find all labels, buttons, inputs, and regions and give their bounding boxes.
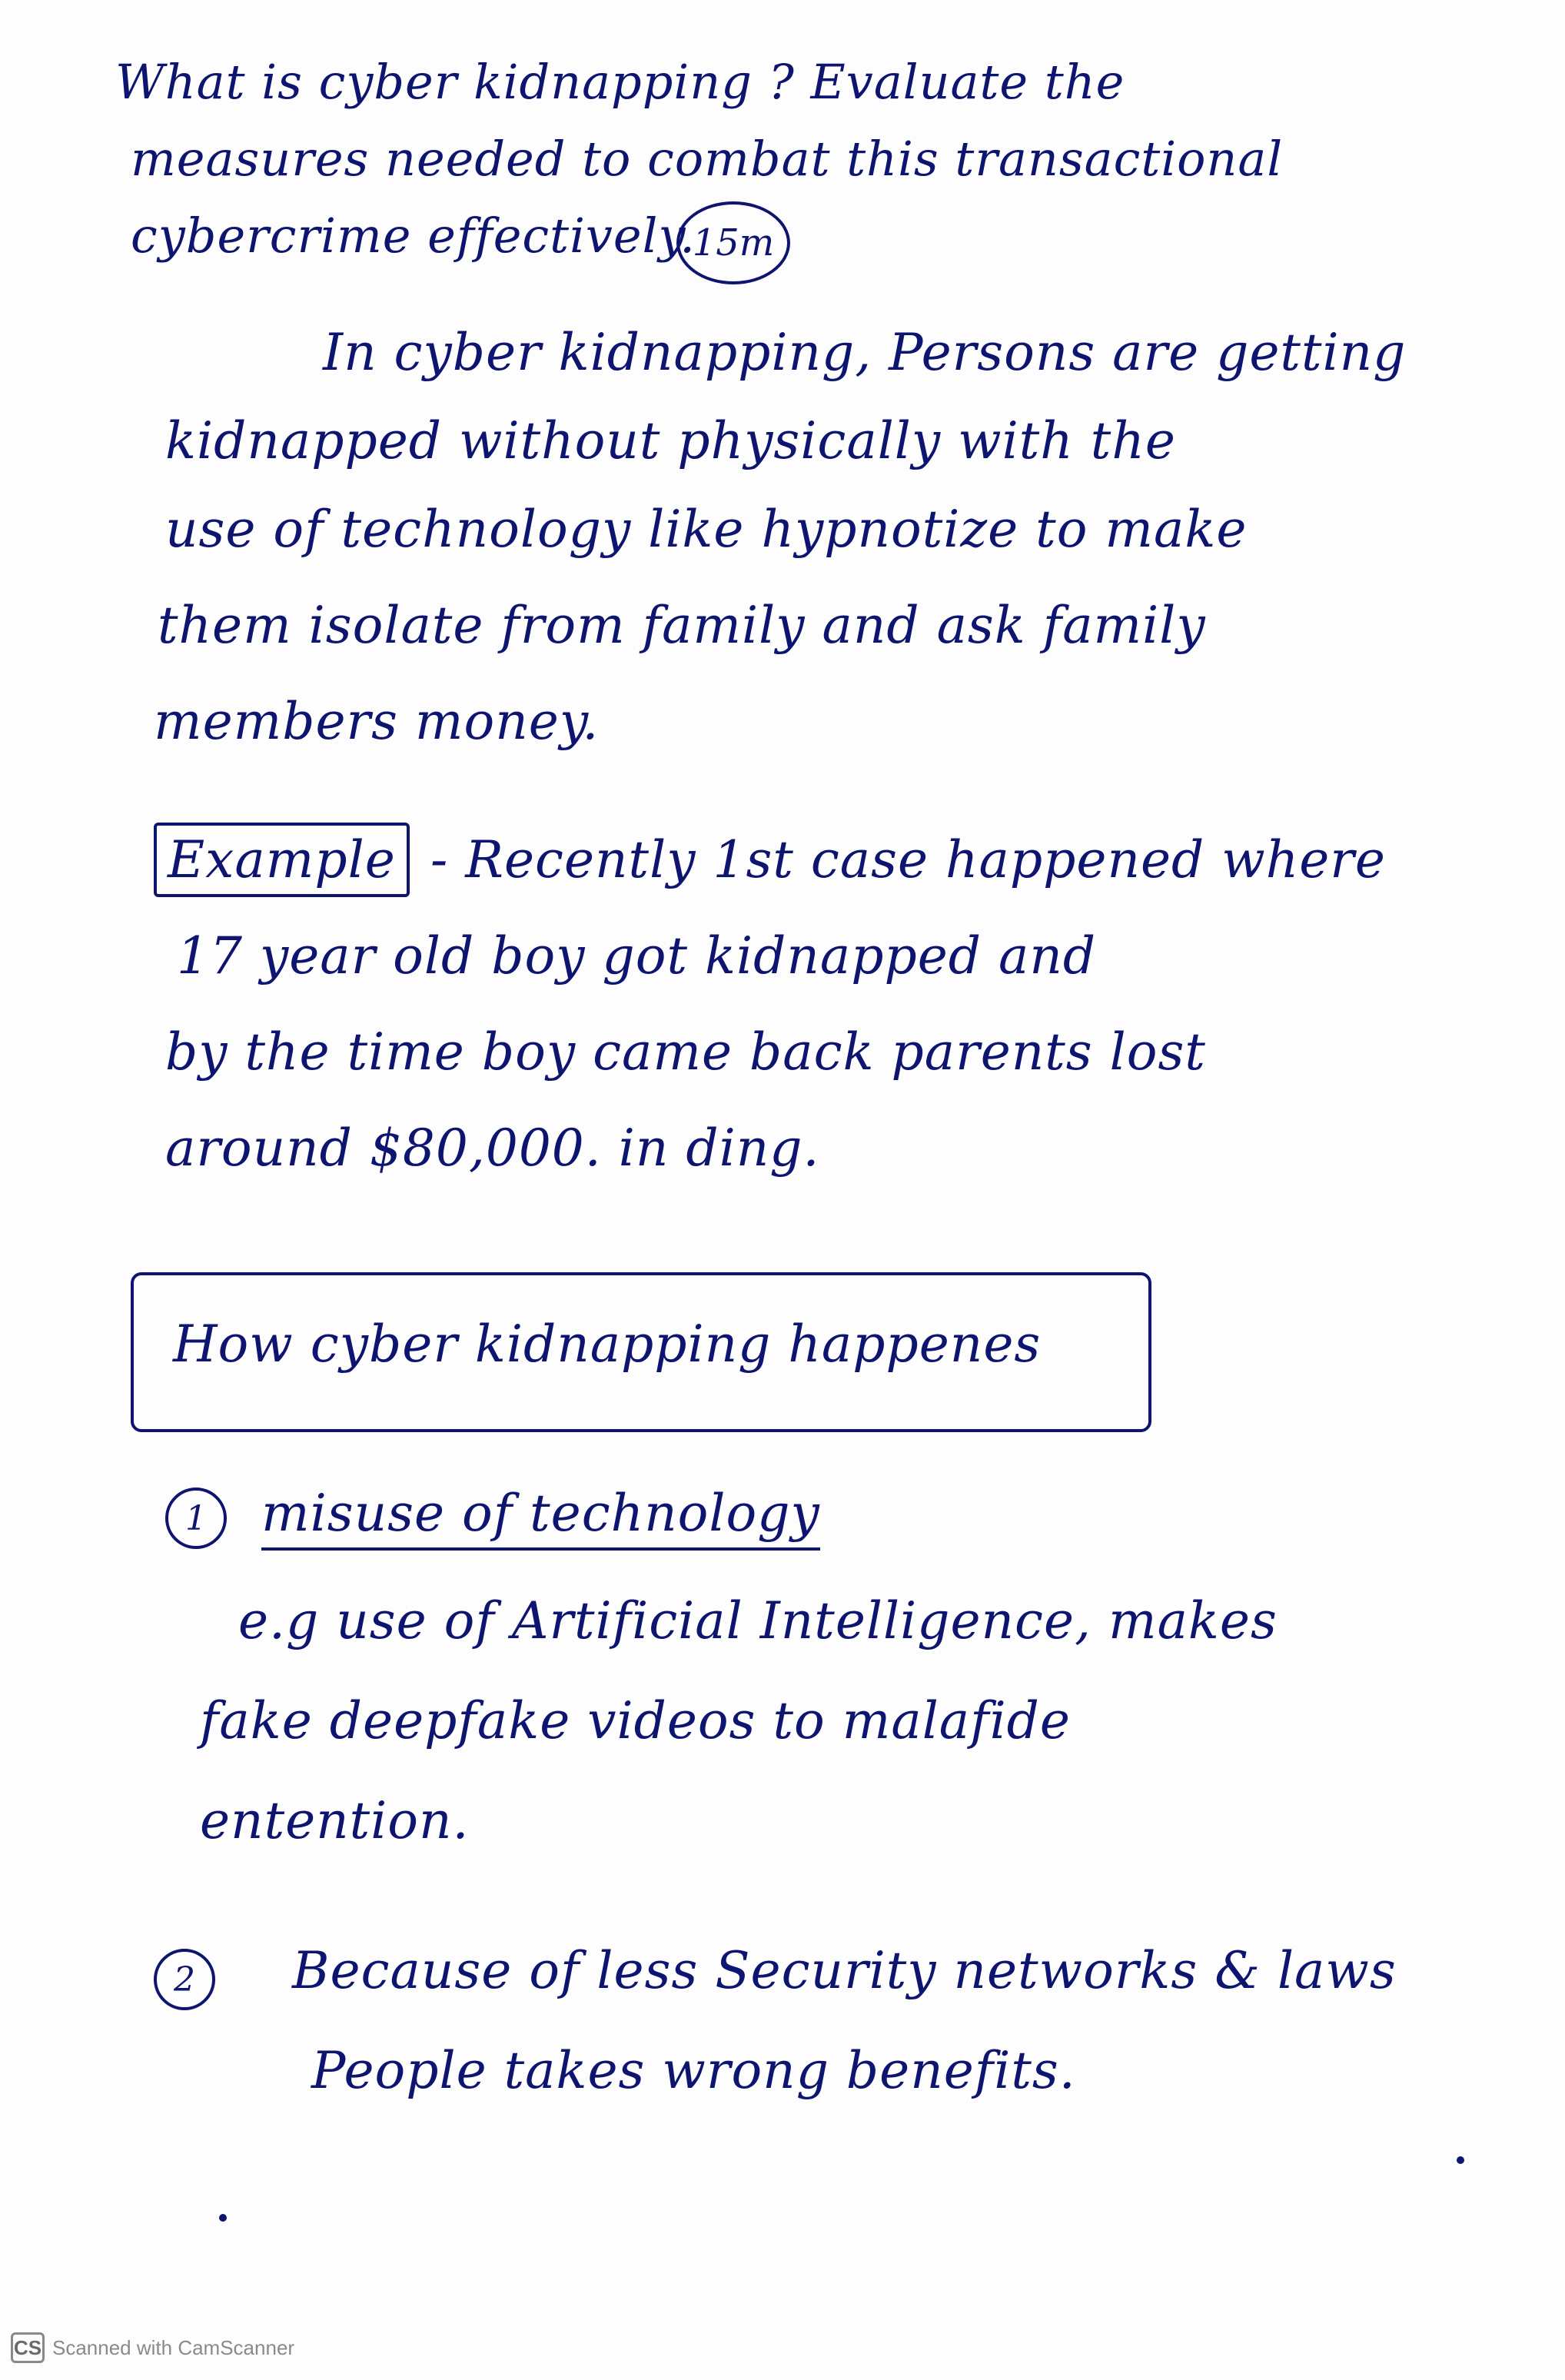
intro-line-5: members money. [154,692,600,751]
point-1-line-2: e.g use of Artificial Intelligence, makes [238,1591,1278,1650]
intro-line-4: them isolate from family and ask family [158,596,1206,655]
example-label: Example [154,823,410,897]
point-2-number: 2 [154,1949,215,2010]
intro-line-2: kidnapped without physically with the [165,411,1176,470]
question-line-1: What is cyber kidnapping ? Evaluate the [115,54,1125,110]
point-2-line-1: Because of less Security networks & laws [292,1941,1397,2000]
camscanner-logo: CS [11,2332,45,2363]
point-1-title: misuse of technology [261,1484,820,1551]
ink-dot [219,2214,227,2222]
example-line-4: around $80,000. in ding. [165,1119,820,1178]
ink-dot [1457,2156,1464,2164]
intro-line-3: use of technology like hypnotize to make [165,500,1248,559]
point-1-line-4: entention. [200,1791,470,1850]
intro-line-1: In cyber kidnapping, Persons are getting [323,323,1407,382]
example-line-2: 17 year old boy got kidnapped and [177,926,1097,986]
question-line-2: measures needed to combat this transactional [131,131,1284,187]
marks-badge: 15m [676,201,790,284]
question-line-3: cybercrime effectively. [131,208,696,264]
section-heading: How cyber kidnapping happenes [173,1315,1042,1374]
example-line-1: - Recently 1st case happened where [430,830,1386,889]
scanner-watermark [11,2332,294,2363]
point-1-number: 1 [165,1488,227,1549]
camscanner-text: Scanned with CamScanner [52,2335,295,2359]
example-line-3: by the time boy came back parents lost [165,1022,1206,1082]
point-2-line-2: People takes wrong benefits. [311,2041,1076,2100]
point-1-line-3: fake deepfake videos to malafide [200,1691,1071,1750]
